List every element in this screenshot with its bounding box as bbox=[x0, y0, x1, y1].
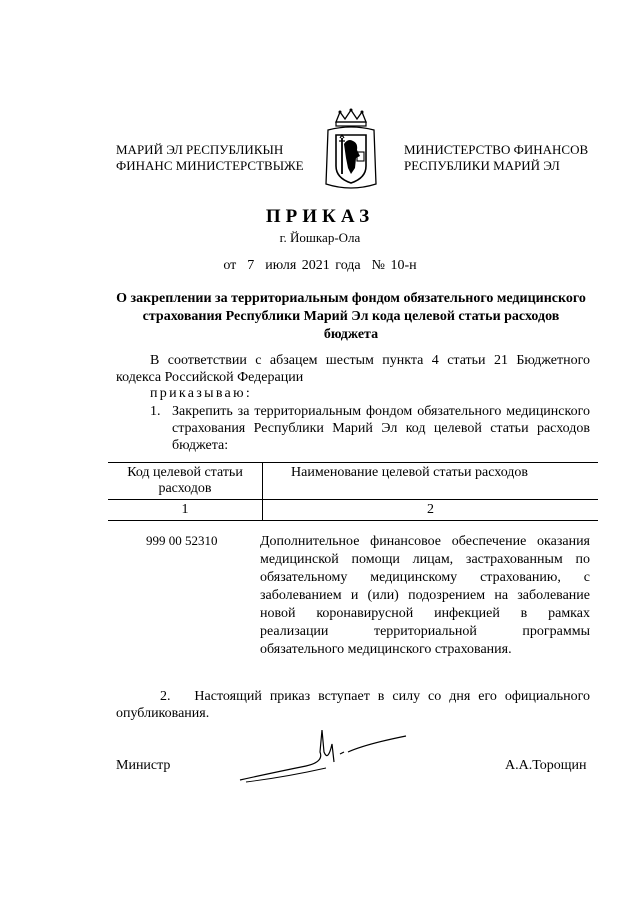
table-header-name: Наименование целевой статьи расходов bbox=[263, 463, 599, 500]
table-index-row bbox=[108, 500, 598, 521]
target-article-code: 999 00 52310 bbox=[146, 533, 218, 548]
order-word: приказываю: bbox=[150, 386, 253, 401]
header-right-line2: РЕСПУБЛИКИ МАРИЙ ЭЛ bbox=[404, 158, 560, 173]
header-left-line2: ФИНАНС МИНИСТЕРСТВЫЖЕ bbox=[116, 158, 304, 173]
handwritten-signature bbox=[236, 722, 416, 792]
document-date-number: от 7 июля 2021 года № 10-н bbox=[223, 258, 417, 273]
coat-of-arms-emblem bbox=[322, 108, 380, 196]
item-1 bbox=[150, 403, 590, 454]
table-header-row bbox=[108, 463, 598, 500]
table-header-code: Код целевой статьи расходов bbox=[108, 463, 263, 500]
header-left-line1: МАРИЙ ЭЛ РЕСПУБЛИКЫН bbox=[116, 142, 284, 157]
item-1-number: 1. bbox=[150, 404, 161, 419]
target-article-name: Дополнительное финансовое обеспечение оказания медицинской помощи лицам, застрахованным по обязательному медицинскому страхованию, с заболеванием и (или) подозрением на заболевание новой коронавирусной инфекцией в рамках реализации территориальной программы обязательного медицинского страхования. bbox=[260, 534, 590, 657]
document-title: ПРИКАЗ bbox=[265, 206, 375, 227]
header-left bbox=[116, 142, 306, 174]
table-index-2: 2 bbox=[263, 500, 599, 521]
header-right-line1: МИНИСТЕРСТВО ФИНАНСОВ bbox=[404, 142, 589, 157]
signatory-position: Министр bbox=[116, 758, 171, 773]
table-index-1: 1 bbox=[108, 500, 263, 521]
signatory-name: А.А.Торощин bbox=[505, 758, 587, 773]
document-subject: О закреплении за территориальным фондом обязательного медицинского страхования Республики Марий Эл кода целевой статьи расходов бюджета bbox=[116, 291, 586, 342]
preamble-paragraph: В соответствии с абзацем шестым пункта 4 статьи 21 Бюджетного кодекса Российской Федерации bbox=[116, 353, 590, 385]
document-city: г. Йошкар-Ола bbox=[279, 230, 361, 245]
header-right bbox=[404, 142, 604, 174]
classification-table bbox=[108, 462, 598, 521]
item-1-text: Закрепить за территориальным фондом обязательного медицинского страхования Республики Марий Эл код целевой статьи расходов бюджета: bbox=[172, 404, 590, 453]
item-2-paragraph: 2. Настоящий приказ вступает в силу со дня его официального опубликования. bbox=[116, 689, 594, 721]
